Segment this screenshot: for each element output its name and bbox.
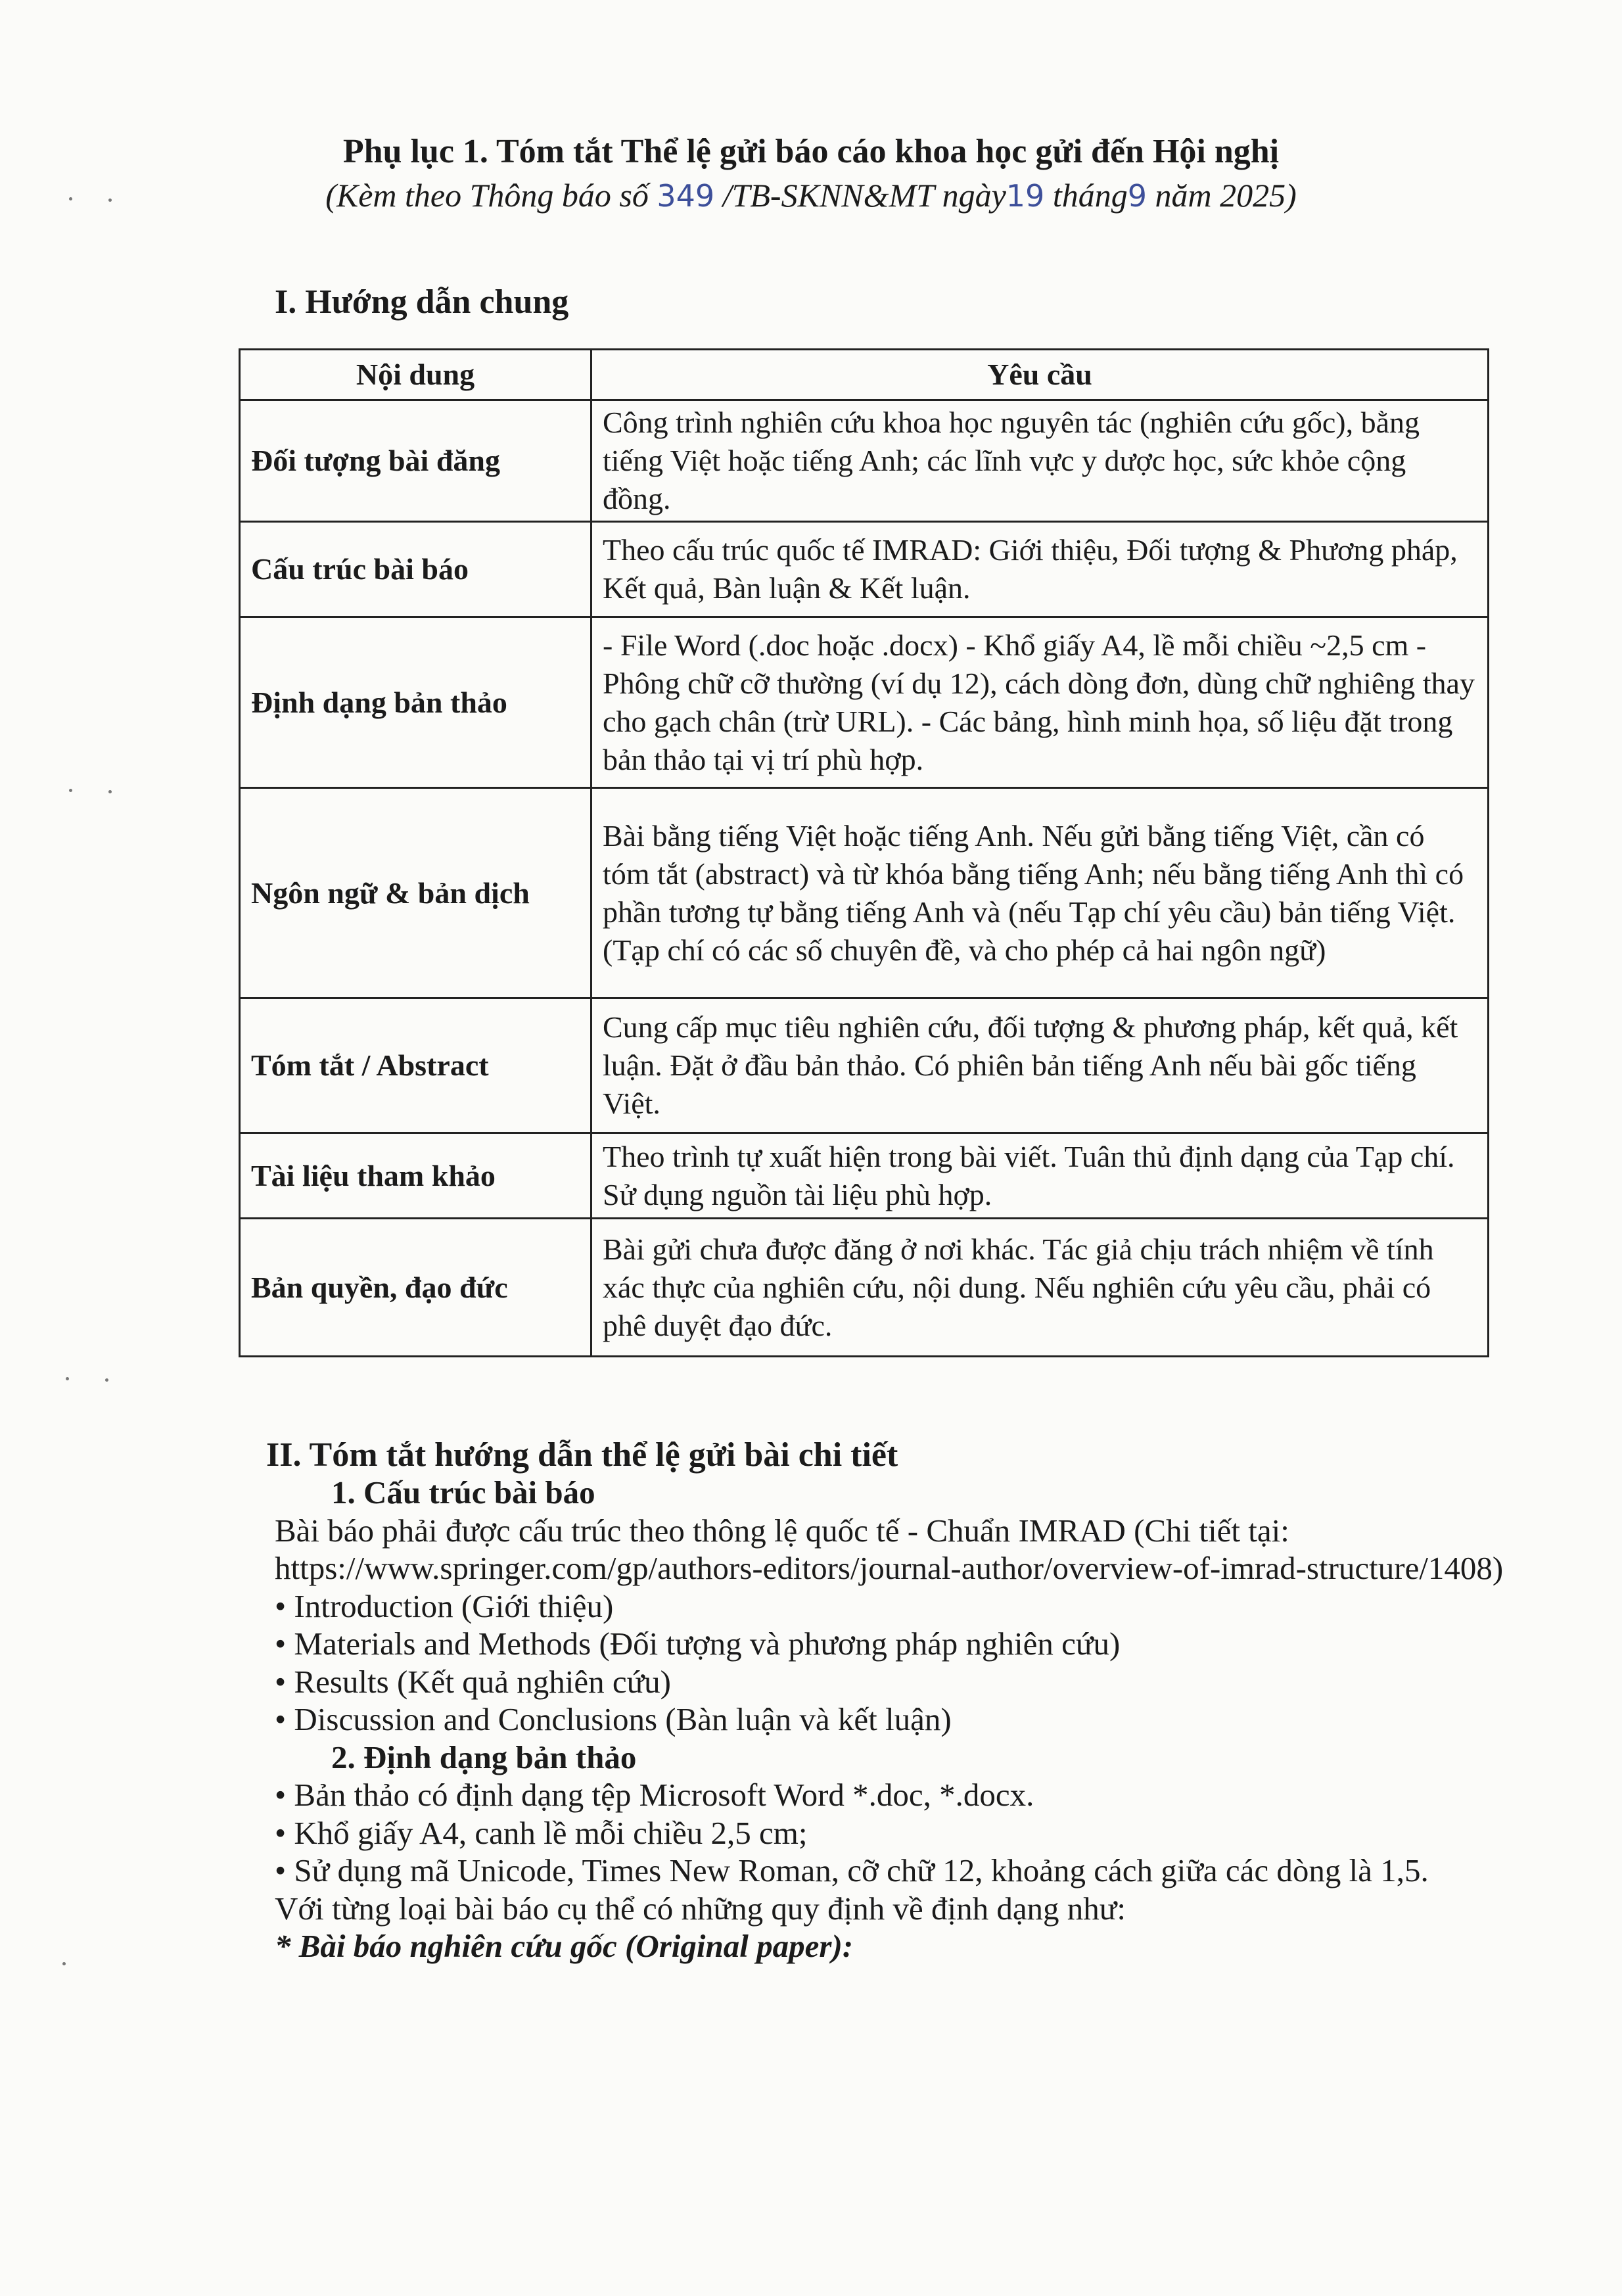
row-value: Bài bằng tiếng Việt hoặc tiếng Anh. Nếu gửi bằng tiếng Việt, cần có tóm tắt (abstract) và từ khóa bằng tiếng Anh; nếu bằng tiếng Anh thì có phần tương tự bằng tiếng Anh và (nếu Tạp chí yêu cầu) bản tiếng Việt. (Tạp chí có các số chuyên đề, và cho phép cả hai ngôn ngữ) [591,788,1489,998]
list-item: • Khổ giấy A4, canh lề mỗi chiều 2,5 cm; [275,1814,808,1851]
row-label: Ngôn ngữ & bản dịch [240,788,591,998]
scan-speck [108,790,112,793]
scan-speck [69,789,72,792]
list-item: • Sử dụng mã Unicode, Times New Roman, cỡ chữ 12, khoảng cách giữa các dòng là 1,5. [275,1852,1429,1888]
page-title: Phụ lục 1. Tóm tắt Thể lệ gửi báo cáo khoa học gửi đến Hội nghị [342,133,1280,170]
list-item: • Materials and Methods (Đối tượng và phương pháp nghiên cứu) [275,1626,1121,1662]
scan-speck [105,1378,108,1382]
table-row [240,1219,1489,1357]
handwritten-day: 19 [1006,178,1045,214]
list-item: • Bản thảo có định dạng tệp Microsoft Word *.doc, *.docx. [275,1777,1034,1813]
row-value: Công trình nghiên cứu khoa học nguyên tác (nghiên cứu gốc), bằng tiếng Việt hoặc tiếng Anh; các lĩnh vực y dược học, sức khỏe cộng đồng. [591,400,1489,522]
section-heading-detailed: II. Tóm tắt hướng dẫn thể lệ gửi bài chi tiết [266,1436,898,1474]
table-row [240,617,1489,788]
guidelines-table [239,348,1489,1357]
scan-speck [66,1377,69,1380]
row-label: Tóm tắt / Abstract [240,998,591,1133]
row-label: Tài liệu tham khảo [240,1133,591,1219]
row-label: Định dạng bản thảo [240,617,591,788]
table-row [240,1133,1489,1219]
row-value: Theo trình tự xuất hiện trong bài viết. Tuân thủ định dạng của Tạp chí. Sử dụng nguồn tài liệu phù hợp. [591,1133,1489,1219]
structure-paragraph: Bài báo phải được cấu trúc theo thông lệ quốc tế - Chuẩn IMRAD (Chi tiết tại: https://www.springer.com/gp/authors-editors/journal-author/overview-of-imrad-structure/1408) [275,1512,1504,1586]
column-header-content: Nội dung [240,350,591,400]
column-header-requirement: Yêu cầu [591,350,1489,400]
list-item: • Results (Kết quả nghiên cứu) [275,1663,672,1700]
handwritten-month: 9 [1127,178,1147,214]
row-label: Đối tượng bài đăng [240,400,591,522]
subtitle-text: (Kèm theo Thông báo số [325,177,649,214]
row-value: Bài gửi chưa được đăng ở nơi khác. Tác giả chịu trách nhiệm về tính xác thực của nghiên cứu, nội dung. Nếu nghiên cứu yêu cầu, phải có phê duyệt đạo đức. [591,1219,1489,1357]
format-paragraph: Với từng loại bài báo cụ thể có những quy định về định dạng như: [275,1890,1126,1927]
subsection-heading-format: 2. Định dạng bản thảo [331,1739,637,1775]
row-label: Cấu trúc bài báo [240,522,591,617]
list-item: • Introduction (Giới thiệu) [275,1587,614,1624]
handwritten-notice-number: 349 [657,178,715,214]
table-row [240,522,1489,617]
row-value: Cung cấp mục tiêu nghiên cứu, đối tượng & phương pháp, kết quả, kết luận. Đặt ở đầu bản thảo. Có phiên bản tiếng Anh nếu bài gốc tiếng Việt. [591,998,1489,1133]
scan-speck [62,1962,66,1965]
table-row [240,788,1489,998]
original-paper-note: * Bài báo nghiên cứu gốc (Original paper): [275,1928,854,1964]
subtitle-text: /TB-SKNN&MT ngày [722,177,1006,214]
list-item: • Discussion and Conclusions (Bàn luận và kết luận) [275,1701,952,1737]
section-2-body [275,1474,1510,1965]
section-heading-general: I. Hướng dẫn chung [275,283,569,321]
page-subtitle [0,174,1622,217]
row-label: Bản quyền, đạo đức [240,1219,591,1357]
table-header-row [240,350,1489,400]
table-row [240,998,1489,1133]
subtitle-text: năm 2025) [1155,177,1297,214]
row-value: Theo cấu trúc quốc tế IMRAD: Giới thiệu, Đối tượng & Phương pháp, Kết quả, Bàn luận & Kết luận. [591,522,1489,617]
subsection-heading-structure: 1. Cấu trúc bài báo [331,1474,595,1511]
subtitle-text: tháng [1052,177,1128,214]
row-value: - File Word (.doc hoặc .docx) - Khổ giấy A4, lề mỗi chiều ~2,5 cm - Phông chữ cỡ thường (ví dụ 12), cách dòng đơn, dùng chữ nghiêng thay cho gạch chân (trừ URL). - Các bảng, hình minh họa, số liệu đặt trong bản thảo tại vị trí phù hợp. [591,617,1489,788]
table-row [240,400,1489,522]
